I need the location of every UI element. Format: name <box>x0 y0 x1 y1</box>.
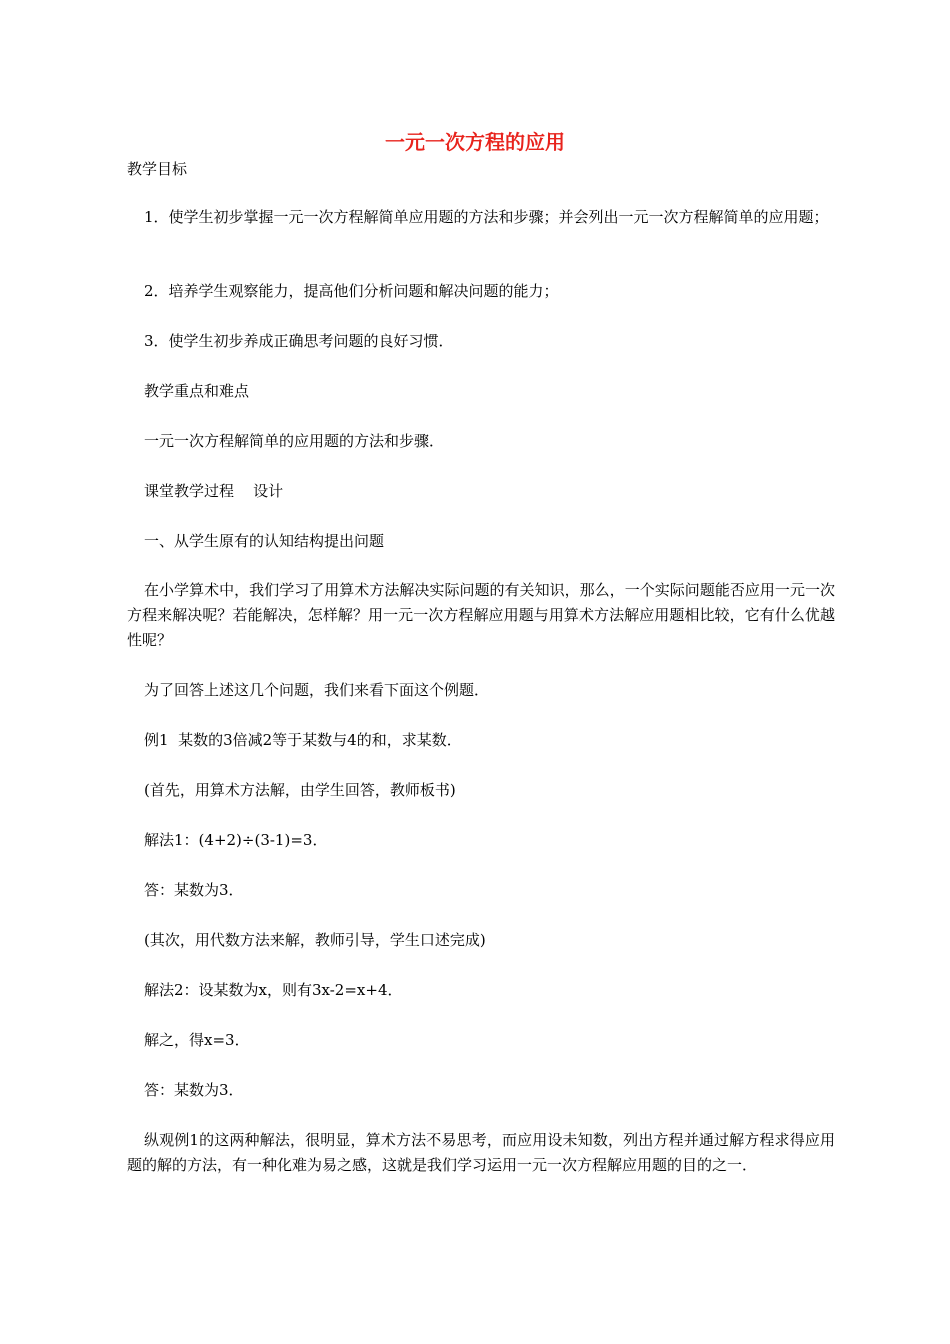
teaching-note-1: (首先，用算术方法解，由学生回答，教师板书) <box>144 781 456 799</box>
transition-paragraph: 为了回答上述这几个问题，我们来看下面这个例题． <box>144 681 490 699</box>
document-title: 一元一次方程的应用 <box>385 130 565 154</box>
teaching-note-2: (其次，用代数方法来解，教师引导，学生口述完成) <box>144 931 486 949</box>
solution-step: 解之，得x=3． <box>144 1031 250 1049</box>
section-heading-process: 课堂教学过程 设计 <box>144 482 284 500</box>
intro-paragraph: 在小学算术中，我们学习了用算术方法解决实际问题的有关知识，那么，一个实际问题能否应用一元一次方程来解决呢？若能解决，怎样解？用一元一次方程解应用题与用算术方法解应用题相比较，它有什么优越性呢？ <box>127 581 835 649</box>
example-1-statement: 例1 某数的3倍减2等于某数与4的和，求某数． <box>144 731 462 749</box>
answer-2: 答：某数为3． <box>144 1081 244 1099</box>
key-points-text: 一元一次方程解简单的应用题的方法和步骤． <box>144 432 445 450</box>
subsection-heading-1: 一、从学生原有的认知结构提出问题 <box>144 532 385 550</box>
objective-item-3: 3．使学生初步养成正确思考问题的良好习惯． <box>144 332 454 350</box>
solution-method-2: 解法2：设某数为x，则有3x-2=x+4． <box>144 981 403 999</box>
section-heading-key-points: 教学重点和难点 <box>144 382 250 400</box>
solution-method-1: 解法1：(4+2)÷(3-1)=3． <box>144 831 328 849</box>
section-heading-objectives: 教学目标 <box>127 160 188 178</box>
objective-item-1: 1．使学生初步掌握一元一次方程解简单应用题的方法和步骤；并会列出一元一次方程解简单的应用题； <box>144 208 829 226</box>
answer-1: 答：某数为3． <box>144 881 244 899</box>
conclusion-paragraph: 纵观例1的这两种解法，很明显，算术方法不易思考，而应用设未知数，列出方程并通过解方程求得应用题的解的方法，有一种化难为易之感，这就是我们学习运用一元一次方程解应用题的目的之一． <box>127 1131 835 1174</box>
objective-item-2: 2．培养学生观察能力，提高他们分析问题和解决问题的能力； <box>144 282 559 300</box>
